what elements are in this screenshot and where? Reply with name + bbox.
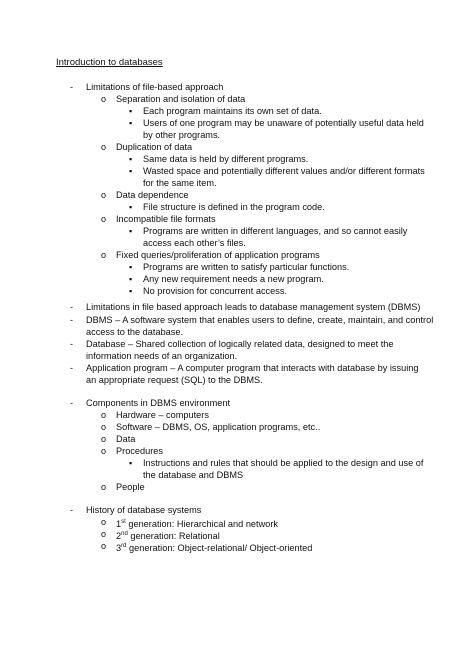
circle-marker: o xyxy=(101,190,107,200)
circle-marker: o xyxy=(101,410,107,420)
square-bullet: ▪ xyxy=(129,226,133,236)
history-heading: History of database systems xyxy=(86,505,202,515)
circle-marker: o xyxy=(101,541,107,551)
dash-marker: - xyxy=(70,82,73,92)
component-hardware: Hardware – computers xyxy=(116,410,209,420)
bullet-text: Users of one program may be unaware of potentially useful data held xyxy=(143,118,424,128)
component-people: People xyxy=(116,482,145,492)
definition-dbms-origin: Limitations in file based approach leads to database management system (DBMS) xyxy=(86,302,421,312)
generation-number: 1 xyxy=(116,519,122,530)
history-third-generation xyxy=(116,540,312,554)
definition-dbms-continued: access to the database. xyxy=(86,327,184,337)
bullet-text-continued: the database and DBMS xyxy=(143,470,244,480)
bullet-text-continued: by other programs. xyxy=(143,130,221,140)
square-bullet: ▪ xyxy=(129,106,133,116)
square-bullet: ▪ xyxy=(129,166,133,176)
square-bullet: ▪ xyxy=(129,286,133,296)
dash-marker: - xyxy=(70,398,73,408)
bullet-text: Same data is held by different programs. xyxy=(143,154,309,164)
bullet-text: Programs are written in different languages, and so cannot easily xyxy=(143,226,408,236)
bullet-text: Wasted space and potentially different values and/or different formats xyxy=(143,166,425,176)
circle-marker: o xyxy=(101,94,107,104)
component-procedures: Procedures xyxy=(116,446,163,456)
generation-text: generation: Relational xyxy=(127,531,220,542)
generation-number: 2 xyxy=(116,531,122,542)
definition-database: Database – Shared collection of logically related data, designed to meet the xyxy=(86,339,394,349)
square-bullet: ▪ xyxy=(129,202,133,212)
square-bullet: ▪ xyxy=(129,458,133,468)
limitations-heading: Limitations of file-based approach xyxy=(86,82,224,92)
bullet-text: Programs are written to satisfy particular functions. xyxy=(143,262,350,272)
definition-application-program-continued: an appropriate request (SQL) to the DBMS. xyxy=(86,375,263,385)
generation-text: generation: Object-relational/ Object-oriented xyxy=(126,543,313,554)
definition-database-continued: information needs of an organization. xyxy=(86,351,238,361)
limitation-dependence: Data dependence xyxy=(116,190,189,200)
square-bullet: ▪ xyxy=(129,154,133,164)
dash-marker: - xyxy=(70,363,73,373)
square-bullet: ▪ xyxy=(129,274,133,284)
bullet-text-continued: for the same item. xyxy=(143,178,217,188)
generation-text: generation: Hierarchical and network xyxy=(125,519,278,530)
ordinal-suffix: rd xyxy=(121,543,127,549)
bullet-text: Instructions and rules that should be applied to the design and use of xyxy=(143,458,424,468)
bullet-text: Each program maintains its own set of data. xyxy=(143,106,322,116)
bullet-text: File structure is defined in the program code. xyxy=(143,202,325,212)
dash-marker: - xyxy=(70,339,73,349)
dash-marker: - xyxy=(70,302,73,312)
component-software: Software – DBMS, OS, application programs, etc.. xyxy=(116,422,321,432)
circle-marker: o xyxy=(101,446,107,456)
limitation-separation: Separation and isolation of data xyxy=(116,94,246,104)
dash-marker: - xyxy=(70,315,73,325)
limitation-incompatible: Incompatible file formats xyxy=(116,214,216,224)
circle-marker: o xyxy=(101,517,107,527)
circle-marker: o xyxy=(101,434,107,444)
circle-marker: o xyxy=(101,422,107,432)
component-data: Data xyxy=(116,434,136,444)
limitation-fixed-queries: Fixed queries/proliferation of application programs xyxy=(116,250,320,260)
definition-application-program: Application program – A computer program that interacts with database by issuing xyxy=(86,363,419,373)
circle-marker: o xyxy=(101,250,107,260)
definition-dbms: DBMS – A software system that enables users to define, create, maintain, and control xyxy=(86,315,434,325)
bullet-text-continued: access each other’s files. xyxy=(143,238,246,248)
generation-number: 3 xyxy=(116,543,122,554)
dash-marker: - xyxy=(70,505,73,515)
components-heading: Components in DBMS environment xyxy=(86,398,231,408)
document-title: Introduction to databases xyxy=(56,57,163,68)
circle-marker: o xyxy=(101,529,107,539)
bullet-text: No provision for concurrent access. xyxy=(143,286,287,296)
bullet-text: Any new requirement needs a new program. xyxy=(143,274,324,284)
square-bullet: ▪ xyxy=(129,118,133,128)
square-bullet: ▪ xyxy=(129,262,133,272)
circle-marker: o xyxy=(101,482,107,492)
circle-marker: o xyxy=(101,142,107,152)
circle-marker: o xyxy=(101,214,107,224)
ordinal-suffix: nd xyxy=(121,531,128,537)
ordinal-suffix: st xyxy=(121,519,126,525)
limitation-duplication: Duplication of data xyxy=(116,142,193,152)
